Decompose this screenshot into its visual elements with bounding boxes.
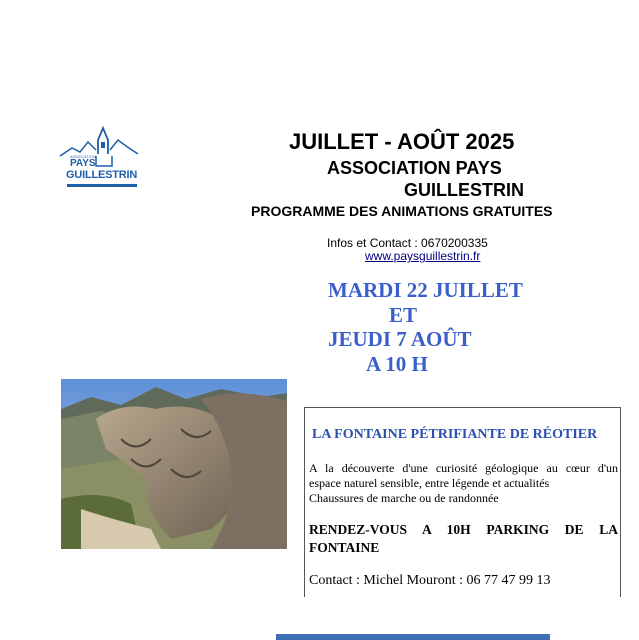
event-title: LA FONTAINE PÉTRIFIANTE DE RÉOTIER (312, 427, 598, 442)
page-title: JUILLET - AOÛT 2025 (289, 129, 515, 154)
logo-pays-text: PAYS (70, 158, 96, 169)
rendezvous-line1: RENDEZ-VOUS A 10H PARKING DE LA (309, 522, 618, 537)
rendezvous-line2: FONTAINE (309, 540, 380, 555)
association-name-line1: ASSOCIATION PAYS (327, 158, 502, 178)
event-description (309, 461, 618, 506)
date-line-2: ET (389, 303, 418, 327)
event-box (304, 407, 621, 597)
logo-small-text: ASSOCIATION (70, 155, 96, 159)
fontaine-photo (61, 379, 287, 549)
date-line-4: A 10 H (366, 352, 428, 376)
association-name-line2: GUILLESTRIN (404, 180, 524, 200)
event-contact: Contact : Michel Mouront : 06 77 47 99 13 (309, 573, 551, 588)
logo-underline (67, 184, 137, 187)
event-description-line3: Chaussures de marche ou de randonnée (309, 491, 499, 505)
association-logo (58, 126, 140, 200)
contact-info: Infos et Contact : 0670200335 (327, 236, 488, 250)
event-description-line2: espace naturel sensible, entre légende et actualités (309, 476, 550, 490)
next-photo-strip (276, 634, 550, 640)
date-line-1: MARDI 22 JUILLET (328, 278, 523, 302)
programme-heading: PROGRAMME DES ANIMATIONS GRATUITES (251, 203, 553, 219)
date-line-3: JEUDI 7 AOÛT (328, 327, 472, 351)
logo-guillestrin-text: GUILLESTRIN (66, 169, 138, 181)
website-link[interactable]: www.paysguillestrin.fr (365, 249, 481, 263)
event-description-line1: A la découverte d'une curiosité géologique au cœur d'un (309, 461, 618, 475)
